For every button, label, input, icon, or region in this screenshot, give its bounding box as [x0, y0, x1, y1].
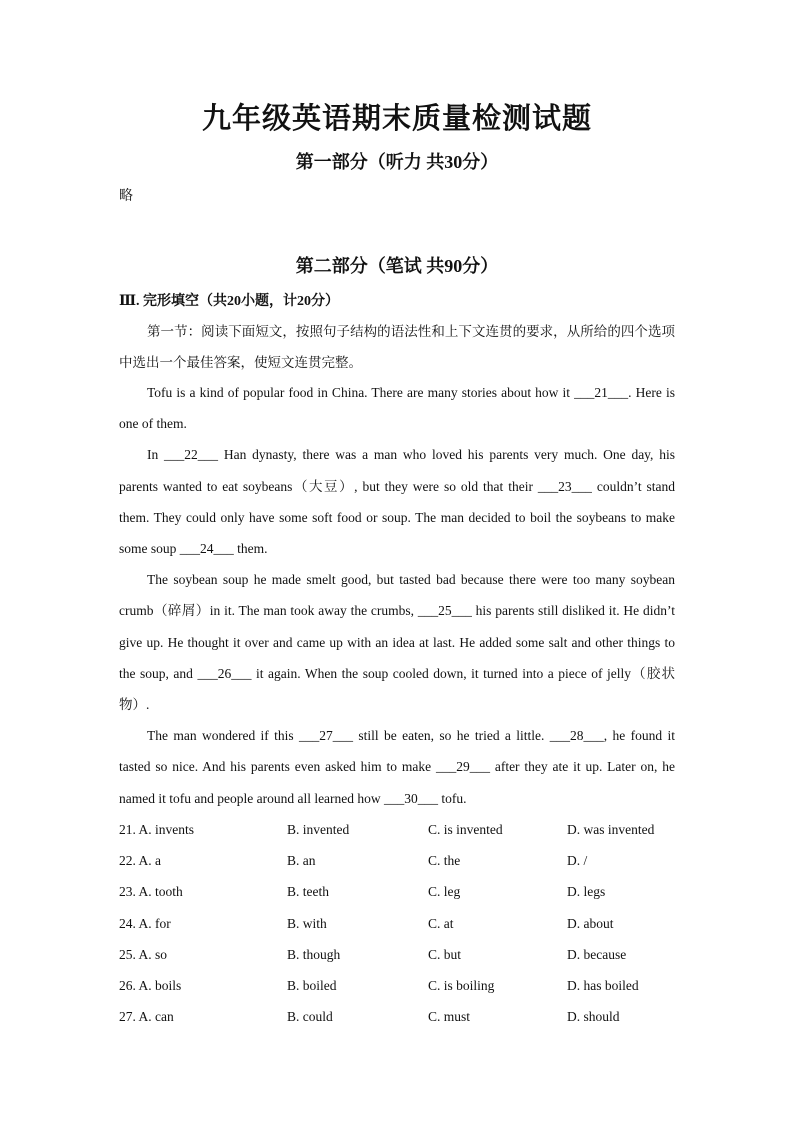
- option-b: B. an: [287, 853, 316, 869]
- question-row: [119, 939, 675, 970]
- option-b: B. boiled: [287, 977, 337, 993]
- question-row: [119, 876, 675, 907]
- option-a: 22. A. a: [119, 853, 161, 869]
- option-c: C. at: [428, 915, 454, 931]
- option-d: D. /: [567, 853, 588, 869]
- option-a: 27. A. can: [119, 1009, 174, 1025]
- option-b: B. invented: [287, 822, 350, 837]
- question-row: [119, 814, 675, 845]
- option-b: B. teeth: [287, 884, 329, 900]
- option-d: D. has boiled: [567, 977, 639, 993]
- option-c: C. must: [428, 1009, 471, 1025]
- option-c: C. but: [428, 946, 462, 962]
- question-row: [119, 970, 675, 1001]
- option-a: 24. A. for: [119, 915, 171, 931]
- option-d: D. about: [567, 915, 614, 931]
- option-d: D. because: [567, 946, 627, 962]
- option-a: 25. A. so: [119, 946, 168, 962]
- instructions-text: 第一节：阅读下面短文，按照句子结构的语法性和上下文连贯的要求，从所给的四个选项中选出一个最佳答案，使短文连贯完整。: [119, 324, 675, 371]
- passage-paragraph-4: The man wondered if this ___27___ still be eaten, so he tried a little. ___28___, he found it tasted so nice. And his parents even asked him to make ___29___ after they ate it up. Later on, he named it tofu and people around all learned how ___30___ tofu.: [119, 728, 675, 806]
- option-b: B. though: [287, 946, 341, 962]
- option-c: C. is invented: [428, 822, 503, 837]
- question-row: [119, 845, 675, 876]
- option-d: D. should: [567, 1009, 620, 1025]
- option-c: C. the: [428, 853, 461, 869]
- passage-paragraph-3: The soybean soup he made smelt good, but tasted bad because there were too many soybean crumb（碎屑）in it. The man took away the crumbs, ___25___ his parents still disliked it. He didn’t give up. He thought it over and came up with an idea at last. He added some salt and other things to the soup, and ___26___ it again. When the soup cooled down, it turned into a piece of jelly（胶状物）.: [119, 572, 675, 713]
- option-c: C. is boiling: [428, 977, 495, 993]
- section-instructions: [119, 316, 675, 378]
- cloze-passage: [119, 377, 675, 814]
- question-row: [119, 1001, 675, 1032]
- option-c: C. leg: [428, 884, 461, 900]
- passage-paragraph-1: Tofu is a kind of popular food in China. There are many stories about how it ___21___. Here is one of them.: [119, 385, 675, 432]
- option-a: 21. A. invents: [119, 822, 195, 837]
- passage-paragraph-2: In ___22___ Han dynasty, there was a man who loved his parents very much. One day, his parents wanted to eat soybeans（大豆）, but they were so old that their ___23___ couldn’t stand them. They could only have some soft food or soup. The man decided to boil the soybeans to make some soup ___24___ them.: [119, 447, 675, 557]
- part1-note: 略: [119, 189, 133, 204]
- option-b: B. with: [287, 915, 327, 931]
- option-a: 23. A. tooth: [119, 884, 183, 900]
- question-row: [119, 908, 675, 939]
- part1-heading: 第一部分（听力 共30分）: [295, 152, 499, 172]
- option-a: 26. A. boils: [119, 977, 182, 993]
- option-d: D. was invented: [567, 822, 655, 837]
- option-b: B. could: [287, 1009, 333, 1025]
- answer-options: [119, 814, 675, 1032]
- page-title: 九年级英语期末质量检测试题: [201, 103, 592, 135]
- option-d: D. legs: [567, 884, 606, 900]
- section-heading: Ⅲ. 完形填空（共20小题，计20分）: [119, 294, 340, 309]
- part2-heading: 第二部分（笔试 共90分）: [295, 256, 499, 276]
